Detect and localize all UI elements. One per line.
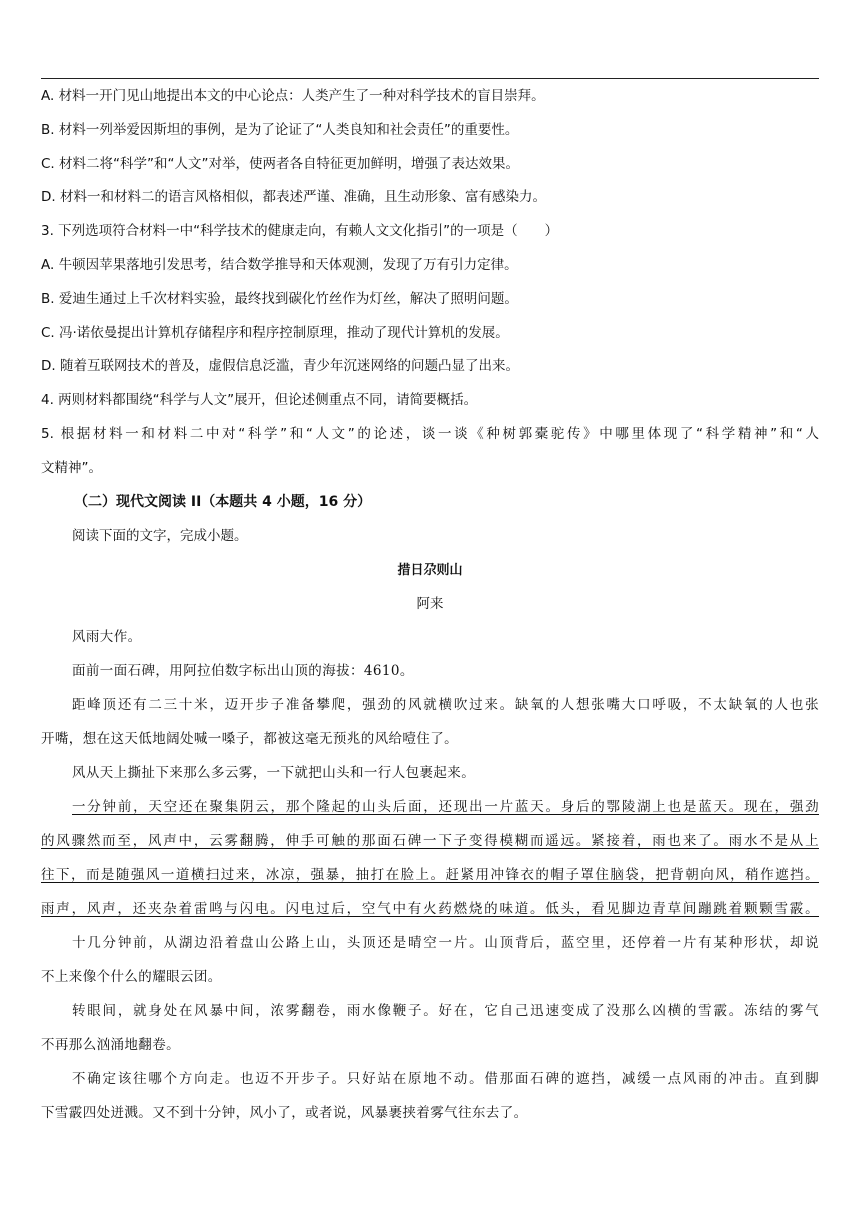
section-instruction: 阅读下面的文字，完成小题。 (72, 528, 248, 544)
passage-line: 开嘴，想在这天低地阔处喊一嗓子，都被这毫无预兆的风给噎住了。 (41, 731, 458, 747)
passage-line-underlined: 一分钟前，天空还在聚集阴云，那个隆起的山头后面，还现出一片蓝天。身后的鄂陵湖上也是蓝天。现在，强劲 (72, 799, 819, 815)
passage-line: 不再那么汹涌地翻卷。 (41, 1037, 180, 1053)
passage-line-underlined: 往下，而是随强风一道横扫过来，冰凉，强暴，抽打在脸上。赶紧用冲锋衣的帽子罩住脑袋，把背朝向风，稍作遮挡。 (41, 867, 819, 883)
passage-line-underlined: 雨声，风声，还夹杂着雷鸣与闪电。闪电过后，空气中有火药燃烧的味道。低头，看见脚边青草间蹦跳着颗颗雪霰。 (41, 901, 819, 917)
passage-line: 转眼间，就身处在风暴中间，浓雾翻卷，雨水像鞭子。好在，它自己迅速变成了没那么凶横的雪霰。冻结的雾气 (72, 1003, 819, 1019)
passage-line: 风从天上撕扯下来那么多云雾，一下就把山头和一行人包裹起来。 (72, 765, 476, 781)
passage-line: 不确定该往哪个方向走。也迈不开步子。只好站在原地不动。借那面石碑的遮挡，减缓一点风雨的冲击。直到脚 (72, 1071, 819, 1087)
question-5-line-2: 文精神”。 (41, 460, 102, 476)
passage-line: 不上来像个什么的耀眼云团。 (41, 969, 222, 985)
question-stem: 3. 下列选项符合材料一中“科学技术的健康走向，有赖人文文化指引”的一项是（ ） (41, 223, 559, 239)
question-5-line-1: 5. 根据材料一和材料二中对“科学”和“人文”的论述，谈一谈《种树郭橐驼传》中哪里体现了“科学精神”和“人 (41, 426, 819, 442)
passage-line: 十几分钟前，从湖边沿着盘山公路上山，头顶还是晴空一片。山顶背后，蓝空里，还停着一片有某种形状，却说 (72, 935, 819, 951)
option-b: B. 爱迪生通过上千次材料实验，最终找到碳化竹丝作为灯丝，解决了照明问题。 (41, 291, 518, 307)
passage-line: 面前一面石碑，用阿拉伯数字标出山顶的海拔：4610。 (72, 663, 414, 679)
passage-line: 距峰顶还有二三十米，迈开步子准备攀爬，强劲的风就横吹过来。缺氧的人想张嘴大口呼吸，不太缺氧的人也张 (72, 697, 819, 713)
option-b: B. 材料一列举爱因斯坦的事例，是为了论证了“人类良知和社会责任”的重要性。 (41, 122, 519, 138)
option-c: C. 材料二将“科学”和“人文”对举，使两者各自特征更加鲜明，增强了表达效果。 (41, 156, 519, 172)
option-a: A. 牛顿因苹果落地引发思考，结合数学推导和天体观测，发现了万有引力定律。 (41, 257, 518, 273)
question-4: 4. 两则材料都围绕“科学与人文”展开，但论述侧重点不同，请简要概括。 (41, 392, 478, 408)
section-heading: （二）现代文阅读 II（本题共 4 小题，16 分） (74, 494, 372, 510)
top-divider (41, 78, 819, 79)
article-title: 措日尕则山 (397, 563, 463, 578)
passage-line: 下雪霰四处迸溅。又不到十分钟，风小了，或者说，风暴裹挟着雾气往东去了。 (41, 1105, 528, 1121)
passage-line: 风雨大作。 (72, 629, 142, 645)
option-d: D. 随着互联网技术的普及，虚假信息泛滥，青少年沉迷网络的问题凸显了出来。 (41, 358, 519, 374)
passage-line-underlined: 的风骤然而至，风声中，云雾翻腾，伸手可触的那面石碑一下子变得模糊而遥远。紧接着，雨也来了。雨水不是从上 (41, 833, 819, 849)
article-author: 阿来 (416, 596, 444, 612)
option-d: D. 材料一和材料二的语言风格相似，都表述严谨、准确，且生动形象、富有感染力。 (41, 189, 546, 205)
option-c: C. 冯·诺依曼提出计算机存储程序和程序控制原理，推动了现代计算机的发展。 (41, 325, 509, 341)
option-a: A. 材料一开门见山地提出本文的中心论点：人类产生了一种对科学技术的盲目崇拜。 (41, 88, 545, 104)
